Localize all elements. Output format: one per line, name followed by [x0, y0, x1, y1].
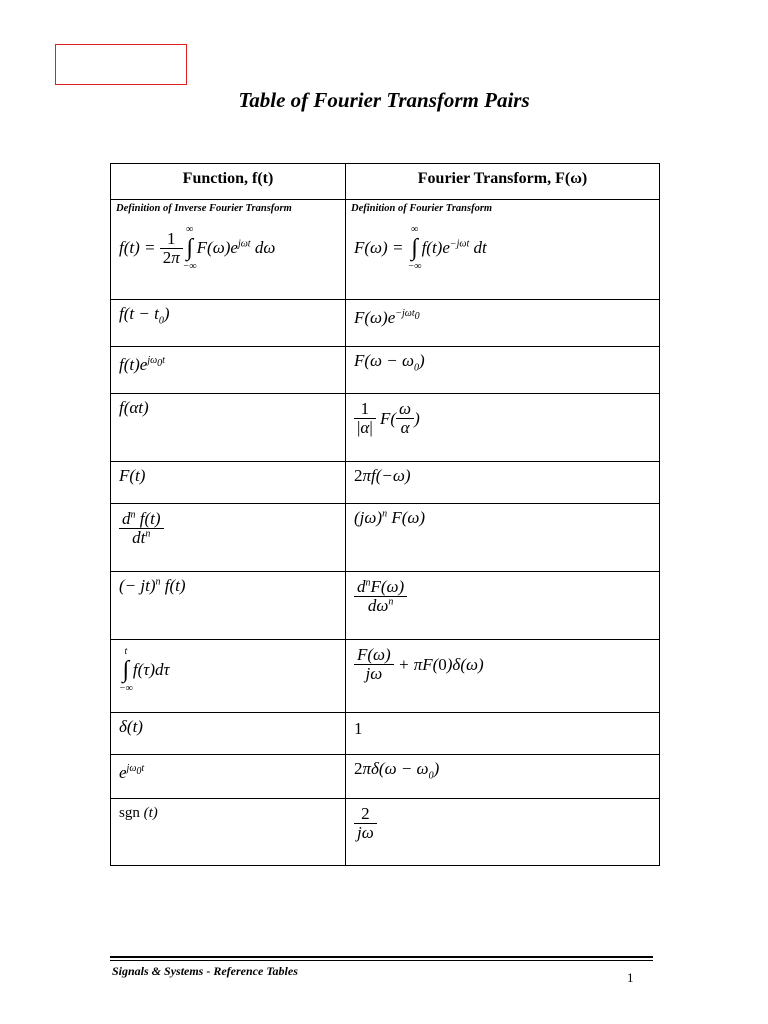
- cell-transform: $F(\omega - \omega_0)$: [346, 347, 660, 394]
- cell-transform: 2πf(−ω): [346, 462, 660, 504]
- cell-transform: $2\pi\delta(\omega - \omega_0)$: [346, 755, 660, 799]
- table-row: [111, 462, 660, 504]
- cell-forward-definition: [346, 200, 660, 300]
- table-row: [111, 799, 660, 866]
- table-row-definition: [111, 200, 660, 300]
- page-title: Table of Fourier Transform Pairs: [238, 88, 530, 112]
- cell-function: t ∫ −∞ f(τ)dτ: [111, 640, 346, 713]
- table-header-row: [111, 164, 660, 200]
- table-row: [111, 640, 660, 713]
- forward-definition-label: Definition of Fourier Transform: [351, 203, 493, 214]
- table-row: [111, 347, 660, 394]
- cell-transform: $F(\omega)e^{-j\omega t_0}$: [346, 300, 660, 347]
- cell-inverse-definition: [111, 200, 346, 300]
- cell-transform: $\frac{F(\omega)}{j\omega}$ + πF(0)δ(ω): [346, 640, 660, 713]
- cell-function: $e^{j\omega_0t}$: [111, 755, 346, 799]
- cell-transform: $(j\omega)^n$ F(ω): [346, 504, 660, 572]
- inverse-definition-label: Definition of Inverse Fourier Transform: [116, 203, 292, 214]
- cell-transform: 1: [346, 713, 660, 755]
- table-row: [111, 572, 660, 640]
- cell-function: f(αt): [111, 394, 346, 462]
- cell-function: (− jt)$^n$ f(t): [111, 572, 346, 640]
- cell-transform: $\frac{1}{|\alpha|}$ F( $\frac{\omega}{\alpha}$ ): [346, 394, 660, 462]
- forward-definition-formula: F(ω) = ∞ ∫ −∞ $f(t)e^{-j\omega t}$ dt: [354, 224, 487, 272]
- table-row: [111, 755, 660, 799]
- cell-function: sgn (t): [111, 799, 346, 866]
- cell-function: δ(t): [111, 713, 346, 755]
- table-row: [111, 504, 660, 572]
- fourier-table: [110, 163, 660, 866]
- cell-function: $\frac{d^n f(t)}{dt^n}$: [111, 504, 346, 572]
- footer-rule: [110, 956, 653, 958]
- annotation-box: [55, 44, 187, 85]
- table-row: [111, 300, 660, 347]
- header-transform: Fourier Transform, F(ω): [346, 164, 660, 200]
- table-row: [111, 713, 660, 755]
- cell-transform: $\frac{d^nF(\omega)}{d\omega^n}$: [346, 572, 660, 640]
- footer-text: Signals & Systems - Reference Tables: [112, 964, 298, 978]
- table-row: [111, 394, 660, 462]
- cell-transform: $\frac{2}{j\omega}$: [346, 799, 660, 866]
- cell-function: F(t): [111, 462, 346, 504]
- cell-function: $f(t)e^{j\omega_0t}$: [111, 347, 346, 394]
- page-number: 1: [627, 970, 634, 985]
- footer-rule-thin: [110, 960, 653, 961]
- cell-function: $f(t - t_0)$: [111, 300, 346, 347]
- header-function: Function, f(t): [111, 164, 346, 200]
- inverse-definition-formula: f(t) = $\frac{1}{2\pi}$ ∞ ∫ −∞ $F(\omega)e^{j\omega t}$ dω: [119, 224, 276, 272]
